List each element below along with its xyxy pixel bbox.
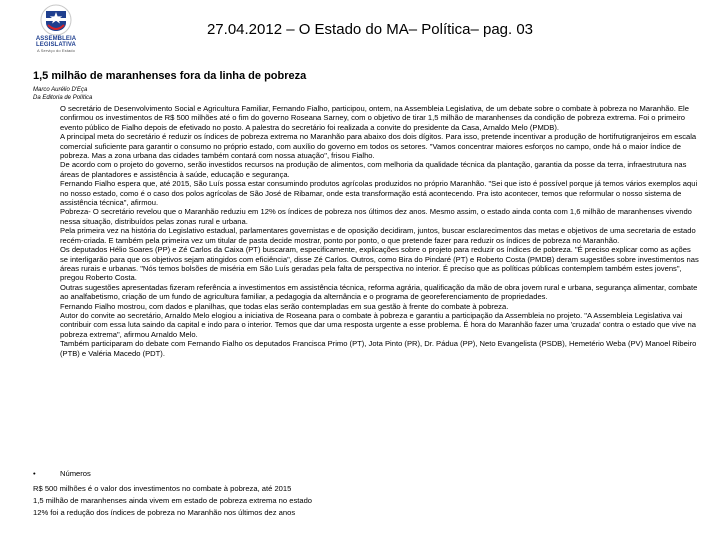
- paragraph: Pela primeira vez na história do Legislativo estadual, parlamentares governistas e de oposição decidiram, juntos, buscar esclarecimentos das metas e objetivos de uma secretaria de estado recém-criada. E também pela primeira vez um titular de pasta decide mostrar, ponto por ponto, o que pretende fazer para reduzir os índices de pobreza no Maranhão.: [60, 226, 696, 245]
- section: Da Editoria de Política: [33, 94, 93, 101]
- article-headline: 1,5 milhão de maranhenses fora da linha de pobreza: [33, 70, 307, 82]
- paragraph: O secretário de Desenvolvimento Social e Agricultura Familiar, Fernando Fialho, participou, ontem, na Assembleia Legislativa, de um debate sobre o combate à pobreza no Maranhão. Ele confirmou os investimentos de R$ 500 milhões até o fim do governo Roseana Sarney, com o objetivo de tirar 1,5 milhão de maranhenses da condição de pobreza extrema. Foi o primeiro evento público de Fialho depois de efetivado no posto. A palestra do secretário foi realizada a convite do presidente da Casa, Arnaldo Melo (PMDB).: [60, 104, 689, 132]
- fact-item: 12% foi a redução dos índices de pobreza no Maranhão nos últimos dez anos: [33, 508, 296, 518]
- paragraph: Também participaram do debate com Fernando Fialho os deputados Francisca Primo (PT), Jota Pinto (PR), Dr. Pádua (PP), Neto Evangelista (PSDB), Hemetério Weba (PV) Manoel Ribeiro (PTB) e Valéria Macedo (PDT).: [60, 339, 697, 358]
- paragraph: Os deputados Hélio Soares (PP) e Zé Carlos da Caixa (PT) buscaram, especificamente, explicações sobre o projeto para reduzir os índices de pobreza. "É preciso explicar como as ações se interligarão para que os objetivos sejam atingidos com eficiência", disse Zé Carlos. Outros, como Bira do Pindaré (PT) e Roberto Costa (PMDB) deram sugestões sobre investimentos nas áreas rurais e urbanas. "Nós temos bolsões de miséria em São Luís geradas pela falta de perspectiva no interior. É preciso que as políticas públicas contemplem também estes jovens", pregou Roberto Costa.: [60, 245, 699, 283]
- paragraph: Fernando Fialho espera que, até 2015, São Luís possa estar consumindo produtos agrícolas produzidos no próprio Maranhão. "Sei que isto é possível porque já temos vários exemplos aqui no nosso estado, como é o caso dos polos agrícolas de São José de Ribamar, onde esta transformação está acontecendo. Pra isto acontecer, temos que reformular o nosso sistema de assistência técnica", afirmou.: [60, 179, 698, 208]
- paragraph: Pobreza- O secretário revelou que o Maranhão reduziu em 12% os índices de pobreza nos últimos dez anos. Mesmo assim, o estado ainda conta com 1,6 milhão de maranhenses vivendo nessa situação, distribuídos pelas zonas rural e urbana.: [60, 207, 692, 226]
- numbers-label: Números: [60, 469, 91, 478]
- paragraph: Autor do convite ao secretário, Arnaldo Melo elogiou a iniciativa de Roseana para o combate à pobreza e garantiu a participação da Assembleia no projeto. "A Assembleia Legislativa vai contribuir com essa luta saindo da capital e indo para o interior. Temos que dar uma resposta urgente a esse problema. É hora do Maranhão fazer uma 'cruzada' contra o estado que vive na pobreza extrema", afirmou Arnaldo Melo.: [60, 310, 696, 339]
- logo-tagline: A Serviço do Estado: [37, 48, 75, 53]
- logo-line-1: ASSEMBLEIA: [35, 36, 77, 42]
- byline: [33, 87, 92, 102]
- bullet-icon: •: [33, 469, 36, 478]
- assembleia-emblem-icon: [30, 3, 82, 37]
- logo-line-2: LEGISLATIVA: [36, 42, 76, 48]
- article-body: [60, 104, 700, 358]
- slide-title: 27.04.2012 – O Estado do MA– Política– pag. 03: [206, 21, 534, 38]
- paragraph: Fernando Fialho mostrou, com dados e planilhas, que todas elas serão contempladas em sua gestão à frente do combate à pobreza.: [60, 301, 509, 311]
- numbers-bullet: [33, 469, 91, 478]
- author: Marco Aurélio D'Eça: [33, 87, 88, 93]
- paragraph: Outras sugestões apresentadas fizeram referência a investimentos em assistência técnica, reforma agrária, qualificação da mão de obra jovem rural e urbana, segurança alimentar, combate ao analfabetismo, criação de um fundo de agricultura familiar, a pedagogia da alternância e o programa de georeferenciamento de propriedades.: [60, 282, 698, 302]
- paragraph: De acordo com o projeto do governo, serão investidos recursos na produção de alimentos, com melhoria da qualidade técnica da plantação, garantia da posse da terra, infraestrutura nas áreas de plantadores e assistência à saúde, educação e segurança.: [60, 160, 687, 179]
- logo-text: [30, 36, 82, 53]
- paragraph: A principal meta do secretário é reduzir os índices de pobreza extrema no Maranhão para abaixo dos dois dígitos. Para isso, pretende incentivar a produção de hortifrutigranjeiros em escala comercial suficiente para garantir o consumo no próprio estado, com auxílio do governo em todos os setores. "Vamos concentrar maiores esforços no campo, onde há o maior índice de pobreza. Mas a zona urbana das cidades também contará com nossa atuação", frisou Fialho.: [60, 132, 697, 161]
- fact-item: 1,5 milhão de maranhenses ainda vivem em estado de pobreza extrema no estado: [33, 496, 313, 506]
- fact-item: R$ 500 milhões é o valor dos investimentos no combate à pobreza, até 2015: [33, 484, 292, 493]
- facts-list: [33, 483, 312, 520]
